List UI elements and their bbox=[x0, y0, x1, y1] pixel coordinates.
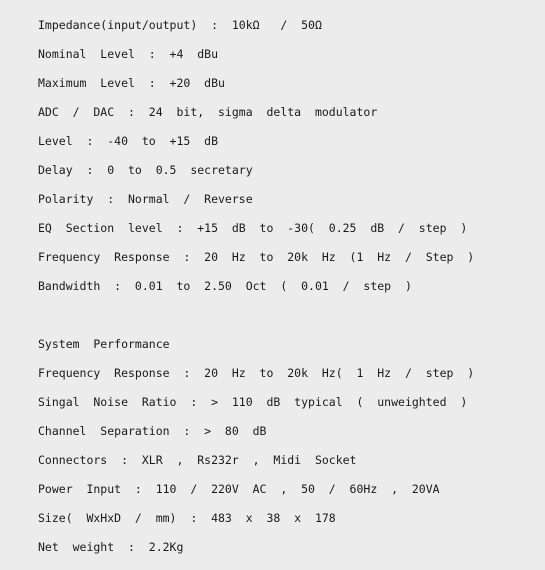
spec-bandwidth: Bandwidth : 0.01 to 2.50 Oct ( 0.01 / step ) bbox=[38, 279, 412, 293]
spec-level: Level : -40 to +15 dB bbox=[38, 134, 219, 148]
spec-system-frequency-response: Frequency Response : 20 Hz to 20k Hz( 1 Hz / step ) bbox=[38, 366, 475, 380]
spec-impedance: Impedance(input/output) : 10kΩ / 50Ω bbox=[38, 18, 322, 32]
specifications-text bbox=[38, 14, 539, 565]
spec-frequency-response: Frequency Response : 20 Hz to 20k Hz (1 Hz / Step ) bbox=[38, 250, 475, 264]
spec-net-weight: Net weight : 2.2Kg bbox=[38, 540, 184, 554]
spec-eq-section-level: EQ Section level : +15 dB to -30( 0.25 dB / step ) bbox=[38, 221, 468, 235]
section-spacer bbox=[38, 304, 539, 333]
section-heading-system-performance: System Performance bbox=[38, 337, 170, 351]
spec-connectors: Connectors : XLR , Rs232r , Midi Socket bbox=[38, 453, 357, 467]
spec-maximum-level: Maximum Level : +20 dBu bbox=[38, 76, 225, 90]
spec-polarity: Polarity : Normal / Reverse bbox=[38, 192, 253, 206]
spec-power-input: Power Input : 110 / 220V AC , 50 / 60Hz , 20VA bbox=[38, 482, 440, 496]
spec-nominal-level: Nominal Level : +4 dBu bbox=[38, 47, 219, 61]
spec-signal-noise-ratio: Singal Noise Ratio : > 110 dB typical ( unweighted ) bbox=[38, 395, 468, 409]
spec-delay: Delay : 0 to 0.5 secretary bbox=[38, 163, 253, 177]
spec-adc-dac: ADC / DAC : 24 bit, sigma delta modulator bbox=[38, 105, 378, 119]
spec-size: Size( WxHxD / mm) : 483 x 38 x 178 bbox=[38, 511, 336, 525]
spec-channel-separation: Channel Separation : > 80 dB bbox=[38, 424, 267, 438]
